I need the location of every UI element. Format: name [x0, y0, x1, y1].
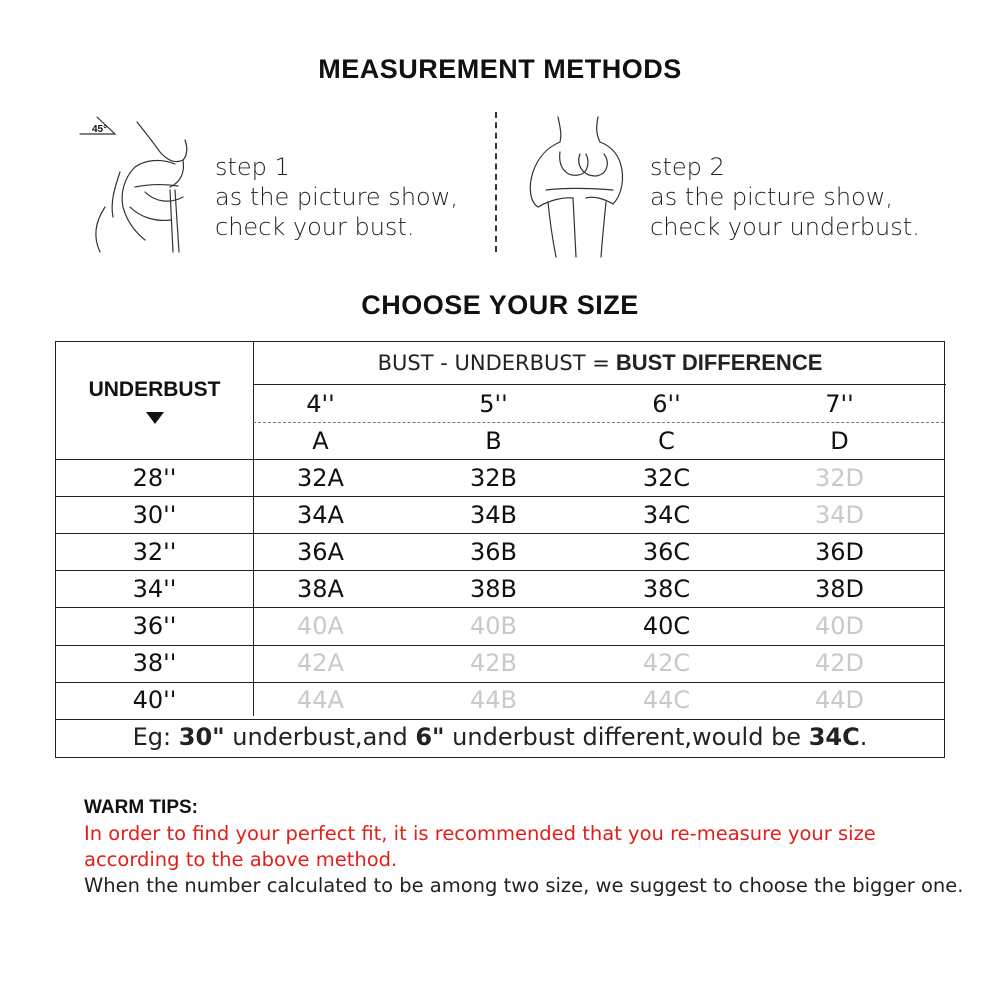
example-text: Eg: [132, 723, 179, 751]
underbust-value: 40'' [132, 686, 177, 715]
example-sentence [56, 716, 944, 758]
size-cell: 38B [469, 574, 517, 603]
warm-tips-title: WARM TIPS: [84, 797, 198, 818]
warm-tips-note: When the number calculated to be among two size, we suggest to choose the bigger one. [84, 874, 964, 897]
size-cell: 38C [642, 574, 691, 603]
size-cell: 32A [297, 463, 344, 492]
size-cell: 40D [814, 611, 865, 640]
cup-header: C [658, 427, 675, 455]
step-2-text [650, 152, 920, 242]
step-2-line-3: check your underbust. [650, 213, 920, 241]
size-cell: 40B [469, 611, 517, 640]
size-cell: 44D [814, 686, 865, 715]
size-cell: 44C [642, 686, 691, 715]
size-cell: 32C [642, 463, 691, 492]
underbust-value: 30'' [132, 500, 177, 529]
step-1-text [215, 152, 458, 242]
underbust-figure-icon [518, 112, 638, 262]
underbust-value: 32'' [132, 537, 177, 566]
underbust-value: 36'' [132, 611, 177, 640]
step-2-line-2: as the picture show, [650, 183, 893, 211]
size-cell: 34C [642, 500, 691, 529]
size-cell: 36B [469, 537, 517, 566]
size-cell: 38D [814, 574, 865, 603]
formula-result: BUST DIFFERENCE [615, 350, 823, 375]
bust-measurement-illustration [75, 112, 200, 262]
underbust-value: 28'' [132, 463, 177, 492]
steps-divider [495, 112, 497, 252]
step-2-title: step 2 [650, 153, 725, 181]
size-cell: 34A [297, 500, 344, 529]
down-triangle-icon [146, 412, 164, 424]
example-underbust: 30" [178, 723, 225, 751]
size-cell: 32B [469, 463, 517, 492]
warm-tips [84, 795, 964, 899]
underbust-value: 38'' [132, 649, 177, 678]
underbust-header [56, 342, 253, 459]
size-cell: 36A [297, 537, 344, 566]
size-cell: 44A [297, 686, 344, 715]
size-cell: 40C [642, 611, 691, 640]
size-cell: 36C [642, 537, 691, 566]
bust-difference-formula [254, 342, 946, 384]
example-text: underbust,and [224, 723, 416, 751]
underbust-measurement-illustration [518, 112, 638, 262]
formula-divider [253, 384, 946, 385]
bust-difference-header: 5'' [479, 390, 508, 418]
example-text: . [859, 723, 868, 751]
bust-difference-header: 7'' [825, 390, 854, 418]
example-text: underbust different,would be [444, 723, 809, 751]
bust-difference-header: 6'' [652, 390, 681, 418]
step-1-line-3: check your bust. [215, 213, 415, 241]
angle-badge: 45° [92, 124, 108, 135]
bust-figure-icon [75, 112, 200, 262]
measurement-methods-heading: MEASUREMENT METHODS [318, 54, 682, 84]
cup-header: B [485, 427, 502, 455]
size-chart-table [55, 341, 945, 758]
size-cell: 32D [814, 463, 865, 492]
size-cell: 42A [297, 649, 344, 678]
size-cell: 42B [469, 649, 517, 678]
size-cell: 40A [297, 611, 344, 640]
size-cell: 36D [814, 537, 865, 566]
size-cell: 44B [469, 686, 517, 715]
underbust-label: UNDERBUST [88, 377, 221, 401]
warm-tips-warning: In order to find your perfect fit, it is recommended that you re-measure your size according to the above method. [84, 822, 876, 871]
formula-text: BUST - UNDERBUST = [377, 351, 610, 375]
step-1-line-2: as the picture show, [215, 183, 458, 211]
example-result: 34C [808, 723, 860, 751]
cup-header: D [830, 427, 849, 455]
size-cell: 42C [642, 649, 691, 678]
size-cell: 38A [297, 574, 344, 603]
size-cell: 34B [469, 500, 517, 529]
bust-difference-header: 4'' [306, 390, 335, 418]
step-1-title: step 1 [215, 153, 290, 181]
size-cell: 42D [814, 649, 865, 678]
column-divider [253, 342, 254, 716]
choose-size-heading: CHOOSE YOUR SIZE [361, 290, 639, 320]
size-cell: 34D [814, 500, 865, 529]
cup-header: A [312, 427, 329, 455]
underbust-value: 34'' [132, 574, 177, 603]
example-difference: 6" [415, 723, 445, 751]
